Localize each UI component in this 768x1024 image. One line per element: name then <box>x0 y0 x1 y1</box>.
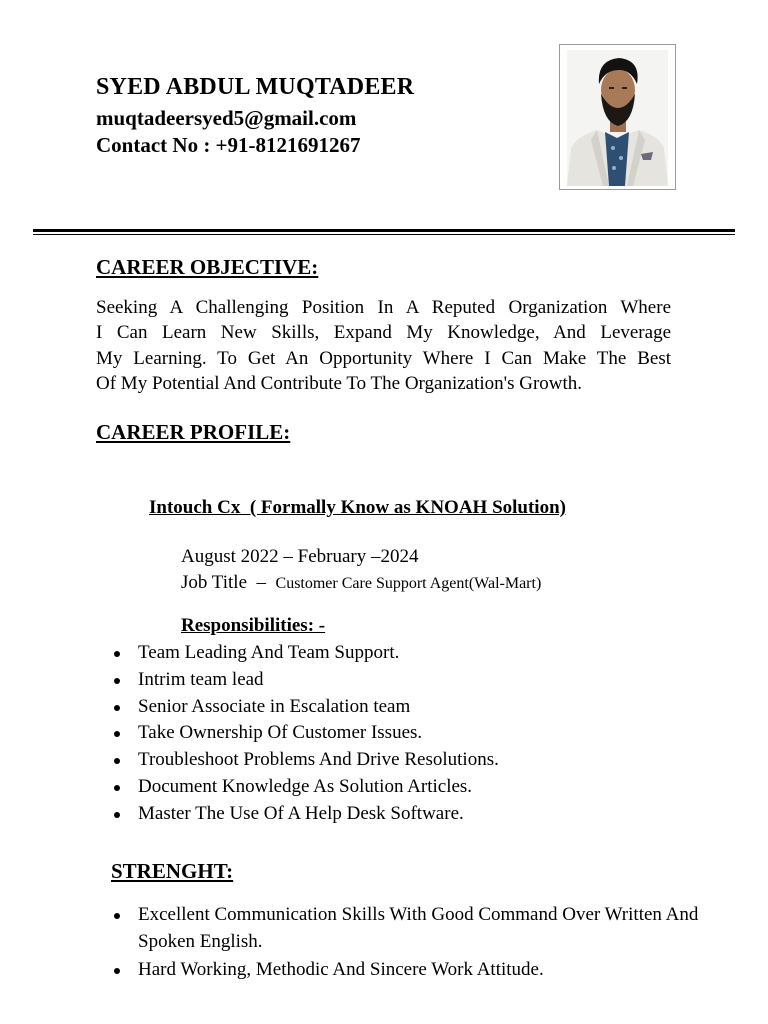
strength-heading: STRENGHT: <box>111 859 234 883</box>
list-item: Team Leading And Team Support. <box>96 640 716 667</box>
profile-photo-icon <box>567 50 668 186</box>
profile-photo <box>559 44 676 190</box>
list-item: Master The Use Of A Help Desk Software. <box>96 801 716 828</box>
candidate-name: SYED ABDUL MUQTADEER <box>96 74 415 100</box>
job-title-label: Job Title – <box>181 572 276 593</box>
career-objective-text <box>96 295 671 396</box>
list-item: Excellent Communication Skills With Good Command Over Written And Spoken English. <box>96 902 716 956</box>
company-name: Intouch Cx ( Formally Know as KNOAH Solution) <box>149 497 566 518</box>
header-divider-thick <box>33 229 735 232</box>
objective-line: Seeking A Challenging Position In A Reputed Organization Where <box>96 297 671 318</box>
list-item: Senior Associate in Escalation team <box>96 694 716 721</box>
responsibilities-heading: Responsibilities: - <box>181 615 326 636</box>
contact-number: Contact No : +91-8121691267 <box>96 133 361 157</box>
header-divider-thin <box>33 234 735 235</box>
employment-dates: August 2022 – February –2024 <box>181 546 419 567</box>
list-item: Take Ownership Of Customer Issues. <box>96 720 716 747</box>
list-item: Intrim team lead <box>96 667 716 694</box>
job-title-line <box>181 572 541 594</box>
list-item: Document Knowledge As Solution Articles. <box>96 774 716 801</box>
job-title-value: Customer Care Support Agent(Wal-Mart) <box>275 575 542 592</box>
objective-line: I Can Learn New Skills, Expand My Knowledge, And Leverage <box>96 322 671 344</box>
objective-line: Of My Potential And Contribute To The Organization's Growth. <box>96 372 583 394</box>
career-objective-heading: CAREER OBJECTIVE: <box>96 255 319 279</box>
responsibilities-list <box>96 640 716 828</box>
list-item: Hard Working, Methodic And Sincere Work Attitude. <box>96 957 716 984</box>
objective-line: My Learning. To Get An Opportunity Where I Can Make The Best <box>96 347 671 369</box>
list-item: Troubleshoot Problems And Drive Resolutions. <box>96 747 716 774</box>
strength-list <box>96 902 716 983</box>
email-address: muqtadeersyed5@gmail.com <box>96 106 357 130</box>
career-profile-heading: CAREER PROFILE: <box>96 420 291 444</box>
